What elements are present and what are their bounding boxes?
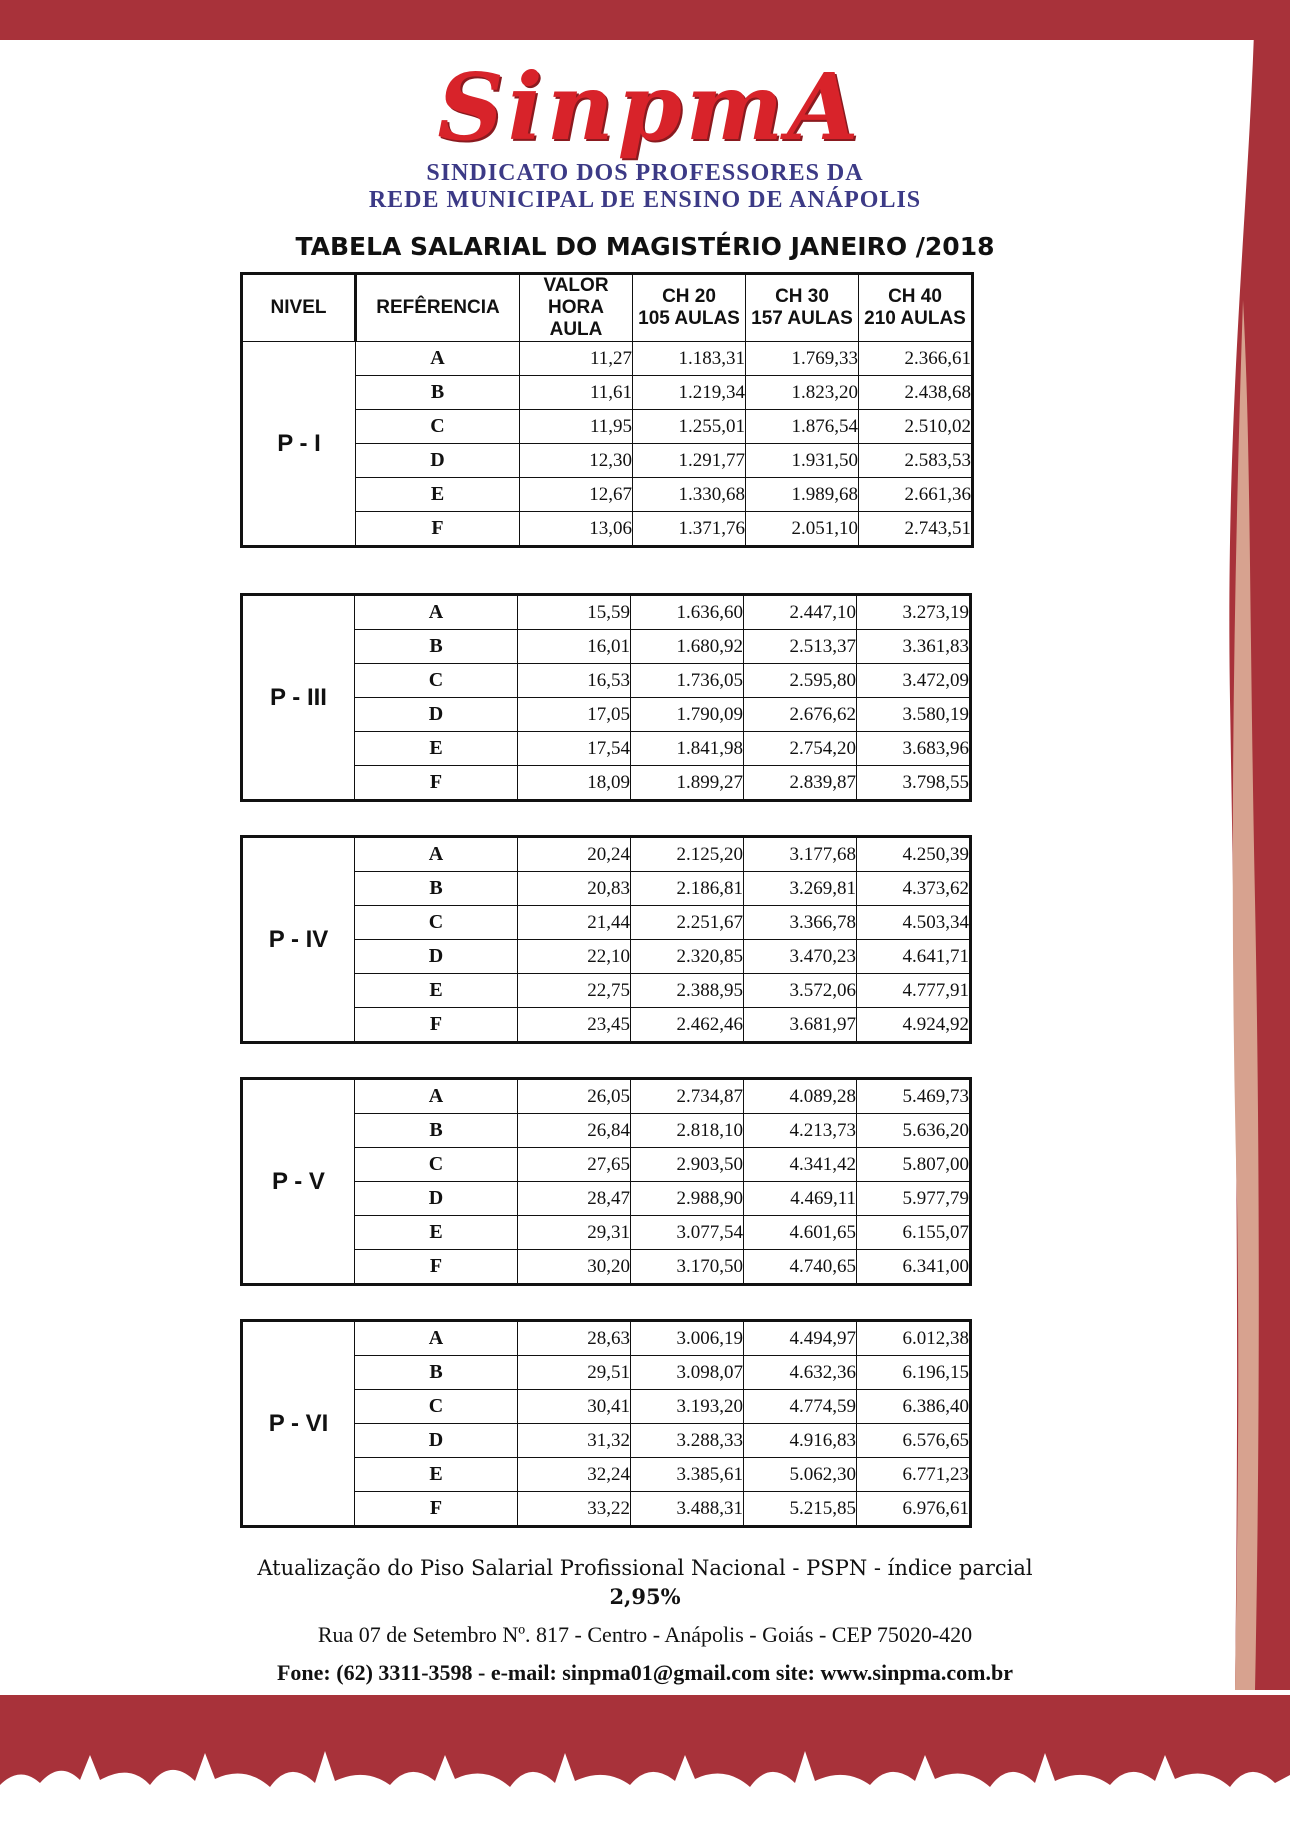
- referencia-cell: F: [355, 766, 518, 801]
- ch20-cell: 2.251,67: [631, 906, 744, 940]
- ch30-cell: 2.676,62: [744, 698, 857, 732]
- ch30-cell: 4.916,83: [744, 1424, 857, 1458]
- logo-wordmark: SinpmA: [437, 53, 863, 161]
- ch30-cell: 4.740,65: [744, 1250, 857, 1285]
- ch30-cell: 4.213,73: [744, 1114, 857, 1148]
- referencia-cell: D: [355, 940, 518, 974]
- referencia-cell: E: [355, 732, 518, 766]
- valor-cell: 21,44: [518, 906, 631, 940]
- ch30-cell: 4.774,59: [744, 1390, 857, 1424]
- referencia-cell: C: [355, 1148, 518, 1182]
- ch20-cell: 3.098,07: [631, 1356, 744, 1390]
- ch40-cell: 6.976,61: [857, 1492, 971, 1527]
- referencia-cell: B: [355, 1114, 518, 1148]
- valor-cell: 27,65: [518, 1148, 631, 1182]
- ch30-cell: 4.632,36: [744, 1356, 857, 1390]
- ch30-cell: 4.601,65: [744, 1216, 857, 1250]
- referencia-cell: B: [355, 872, 518, 906]
- referencia-cell: E: [355, 1216, 518, 1250]
- ch40-cell: 6.155,07: [857, 1216, 971, 1250]
- valor-cell: 29,31: [518, 1216, 631, 1250]
- header-ch40-line1: CH 40: [888, 286, 942, 307]
- ch30-cell: 1.823,20: [746, 376, 859, 410]
- salary-table-p-iv: [240, 835, 972, 1044]
- ch30-cell: 3.572,06: [744, 974, 857, 1008]
- ch40-cell: 2.510,02: [859, 410, 973, 444]
- ch30-cell: 3.681,97: [744, 1008, 857, 1043]
- pspn-update-note: Atualização do Piso Salarial Profissional Nacional - PSPN - índice parcial: [257, 1556, 1033, 1580]
- ch30-cell: 1.989,68: [746, 478, 859, 512]
- ch30-cell: 1.876,54: [746, 410, 859, 444]
- valor-cell: 12,30: [520, 444, 633, 478]
- referencia-cell: D: [355, 1182, 518, 1216]
- referencia-cell: A: [355, 1321, 518, 1356]
- valor-cell: 30,20: [518, 1250, 631, 1285]
- ch20-cell: 1.841,98: [631, 732, 744, 766]
- valor-cell: 17,05: [518, 698, 631, 732]
- ch20-cell: 3.488,31: [631, 1492, 744, 1527]
- pspn-index-value: 2,95%: [609, 1584, 681, 1609]
- ch30-cell: 2.595,80: [744, 664, 857, 698]
- header-valor-line2: HORA: [548, 297, 604, 318]
- referencia-cell: B: [356, 376, 520, 410]
- salary-table-p-v: [240, 1077, 972, 1286]
- nivel-label: P - III: [242, 595, 355, 801]
- valor-cell: 20,24: [518, 837, 631, 872]
- valor-cell: 11,27: [520, 342, 633, 376]
- ch40-cell: 3.580,19: [857, 698, 971, 732]
- ch30-cell: 5.215,85: [744, 1492, 857, 1527]
- ch40-cell: 4.250,39: [857, 837, 971, 872]
- ch30-cell: 2.051,10: [746, 512, 859, 547]
- ch40-cell: 6.771,23: [857, 1458, 971, 1492]
- ch20-cell: 1.219,34: [633, 376, 746, 410]
- ch40-cell: 5.469,73: [857, 1079, 971, 1114]
- ch40-cell: 3.361,83: [857, 630, 971, 664]
- ch40-cell: 3.683,96: [857, 732, 971, 766]
- ch40-cell: 2.366,61: [859, 342, 973, 376]
- ch20-cell: 2.320,85: [631, 940, 744, 974]
- header-referencia: REFÊRENCIA: [356, 274, 520, 342]
- valor-cell: 13,06: [520, 512, 633, 547]
- ch30-cell: 1.769,33: [746, 342, 859, 376]
- referencia-cell: A: [355, 595, 518, 630]
- org-name-line1: SINDICATO DOS PROFESSORES DA: [426, 160, 864, 186]
- ch20-cell: 3.288,33: [631, 1424, 744, 1458]
- referencia-cell: F: [355, 1250, 518, 1285]
- referencia-cell: D: [356, 444, 520, 478]
- nivel-label: P - IV: [242, 837, 355, 1043]
- valor-cell: 16,53: [518, 664, 631, 698]
- referencia-cell: A: [356, 342, 520, 376]
- nivel-label: P - I: [242, 342, 356, 547]
- ch20-cell: 1.736,05: [631, 664, 744, 698]
- ch20-cell: 2.388,95: [631, 974, 744, 1008]
- ch40-cell: 6.386,40: [857, 1390, 971, 1424]
- valor-cell: 15,59: [518, 595, 631, 630]
- ch40-cell: 4.373,62: [857, 872, 971, 906]
- ch30-cell: 3.366,78: [744, 906, 857, 940]
- ch30-cell: 3.177,68: [744, 837, 857, 872]
- ch30-cell: 4.469,11: [744, 1182, 857, 1216]
- referencia-cell: B: [355, 1356, 518, 1390]
- ch40-cell: 4.924,92: [857, 1008, 971, 1043]
- ch20-cell: 1.371,76: [633, 512, 746, 547]
- valor-cell: 33,22: [518, 1492, 631, 1527]
- referencia-cell: F: [356, 512, 520, 547]
- ch40-cell: 3.472,09: [857, 664, 971, 698]
- valor-cell: 12,67: [520, 478, 633, 512]
- ch20-cell: 2.903,50: [631, 1148, 744, 1182]
- valor-cell: 26,05: [518, 1079, 631, 1114]
- table-header-row: [242, 274, 973, 342]
- referencia-cell: E: [356, 478, 520, 512]
- header-ch20-line1: CH 20: [662, 286, 716, 307]
- ch20-cell: 1.899,27: [631, 766, 744, 801]
- valor-cell: 16,01: [518, 630, 631, 664]
- crowd-silhouette-decoration: [0, 1745, 1290, 1825]
- ch30-cell: 2.513,37: [744, 630, 857, 664]
- ch40-cell: 2.438,68: [859, 376, 973, 410]
- ch20-cell: 2.186,81: [631, 872, 744, 906]
- ch30-cell: 3.470,23: [744, 940, 857, 974]
- ch30-cell: 4.341,42: [744, 1148, 857, 1182]
- ch20-cell: 1.183,31: [633, 342, 746, 376]
- valor-cell: 30,41: [518, 1390, 631, 1424]
- valor-cell: 22,75: [518, 974, 631, 1008]
- header-valor-line3: AULA: [549, 319, 603, 340]
- contact-line: Fone: (62) 3311-3598 - e-mail: sinpma01@gmail.com site: www.sinpma.com.br: [276, 1660, 1013, 1685]
- valor-cell: 11,95: [520, 410, 633, 444]
- valor-cell: 31,32: [518, 1424, 631, 1458]
- table-row: [242, 1321, 971, 1356]
- valor-cell: 28,47: [518, 1182, 631, 1216]
- ch20-cell: 3.006,19: [631, 1321, 744, 1356]
- ch40-cell: 5.636,20: [857, 1114, 971, 1148]
- referencia-cell: F: [355, 1008, 518, 1043]
- table-row: [242, 595, 971, 630]
- ch40-cell: 4.503,34: [857, 906, 971, 940]
- ch40-cell: 6.576,65: [857, 1424, 971, 1458]
- salary-table-p-vi: [240, 1319, 972, 1528]
- ch20-cell: 3.385,61: [631, 1458, 744, 1492]
- ch40-cell: 3.798,55: [857, 766, 971, 801]
- ch20-cell: 2.818,10: [631, 1114, 744, 1148]
- ch20-cell: 2.125,20: [631, 837, 744, 872]
- header-valor-line1: VALOR: [543, 275, 609, 296]
- ch20-cell: 2.462,46: [631, 1008, 744, 1043]
- referencia-cell: D: [355, 1424, 518, 1458]
- ch20-cell: 1.255,01: [633, 410, 746, 444]
- valor-cell: 17,54: [518, 732, 631, 766]
- referencia-cell: C: [355, 1390, 518, 1424]
- valor-cell: 28,63: [518, 1321, 631, 1356]
- nivel-label: P - VI: [242, 1321, 355, 1527]
- nivel-label: P - V: [242, 1079, 355, 1285]
- ch20-cell: 3.193,20: [631, 1390, 744, 1424]
- referencia-cell: E: [355, 1458, 518, 1492]
- valor-cell: 23,45: [518, 1008, 631, 1043]
- sinpma-logo: [390, 52, 910, 162]
- page-title: TABELA SALARIAL DO MAGISTÉRIO JANEIRO /2018: [295, 232, 995, 261]
- ch30-cell: 2.839,87: [744, 766, 857, 801]
- ch30-cell: 4.494,97: [744, 1321, 857, 1356]
- address-line: Rua 07 de Setembro Nº. 817 - Centro - Anápolis - Goiás - CEP 75020-420: [317, 1622, 973, 1647]
- header-ch40: [859, 274, 973, 342]
- header-ch20: [633, 274, 746, 342]
- ch30-cell: 3.269,81: [744, 872, 857, 906]
- ch20-cell: 1.291,77: [633, 444, 746, 478]
- table-row: [242, 1079, 971, 1114]
- referencia-cell: E: [355, 974, 518, 1008]
- ch20-cell: 3.170,50: [631, 1250, 744, 1285]
- top-frame-band: [0, 0, 1290, 40]
- valor-cell: 26,84: [518, 1114, 631, 1148]
- ch20-cell: 3.077,54: [631, 1216, 744, 1250]
- valor-cell: 32,24: [518, 1458, 631, 1492]
- referencia-cell: A: [355, 837, 518, 872]
- referencia-cell: A: [355, 1079, 518, 1114]
- ch40-cell: 2.583,53: [859, 444, 973, 478]
- table-row: [242, 837, 971, 872]
- ch20-cell: 1.790,09: [631, 698, 744, 732]
- ch20-cell: 1.330,68: [633, 478, 746, 512]
- ch40-cell: 4.777,91: [857, 974, 971, 1008]
- header-nivel: NIVEL: [242, 274, 356, 342]
- valor-cell: 11,61: [520, 376, 633, 410]
- ch30-cell: 2.447,10: [744, 595, 857, 630]
- valor-cell: 22,10: [518, 940, 631, 974]
- referencia-cell: B: [355, 630, 518, 664]
- ch20-cell: 1.680,92: [631, 630, 744, 664]
- referencia-cell: D: [355, 698, 518, 732]
- ch40-cell: 2.743,51: [859, 512, 973, 547]
- ch20-cell: 1.636,60: [631, 595, 744, 630]
- org-name-line2: REDE MUNICIPAL DE ENSINO DE ANÁPOLIS: [368, 187, 922, 213]
- ch30-cell: 2.754,20: [744, 732, 857, 766]
- ch20-cell: 2.988,90: [631, 1182, 744, 1216]
- ch40-cell: 3.273,19: [857, 595, 971, 630]
- salary-table-p-iii: [240, 593, 972, 802]
- valor-cell: 18,09: [518, 766, 631, 801]
- valor-cell: 20,83: [518, 872, 631, 906]
- ch40-cell: 5.977,79: [857, 1182, 971, 1216]
- referencia-cell: C: [355, 664, 518, 698]
- header-ch20-line2: 105 AULAS: [638, 308, 740, 329]
- table-row: [242, 342, 973, 376]
- ch40-cell: 6.196,15: [857, 1356, 971, 1390]
- ch40-cell: 6.012,38: [857, 1321, 971, 1356]
- header-ch30-line2: 157 AULAS: [751, 308, 853, 329]
- header-ch40-line2: 210 AULAS: [864, 308, 966, 329]
- referencia-cell: C: [355, 906, 518, 940]
- ch30-cell: 4.089,28: [744, 1079, 857, 1114]
- ch40-cell: 4.641,71: [857, 940, 971, 974]
- ch20-cell: 2.734,87: [631, 1079, 744, 1114]
- ch40-cell: 2.661,36: [859, 478, 973, 512]
- ch40-cell: 6.341,00: [857, 1250, 971, 1285]
- referencia-cell: C: [356, 410, 520, 444]
- header-ch30-line1: CH 30: [775, 286, 829, 307]
- salary-table-p-i: [240, 272, 974, 548]
- right-curtain-decoration: [1215, 0, 1290, 1825]
- valor-cell: 29,51: [518, 1356, 631, 1390]
- referencia-cell: F: [355, 1492, 518, 1527]
- ch30-cell: 1.931,50: [746, 444, 859, 478]
- ch40-cell: 5.807,00: [857, 1148, 971, 1182]
- header-ch30: [746, 274, 859, 342]
- header-valor-hora-aula: [520, 274, 633, 342]
- ch30-cell: 5.062,30: [744, 1458, 857, 1492]
